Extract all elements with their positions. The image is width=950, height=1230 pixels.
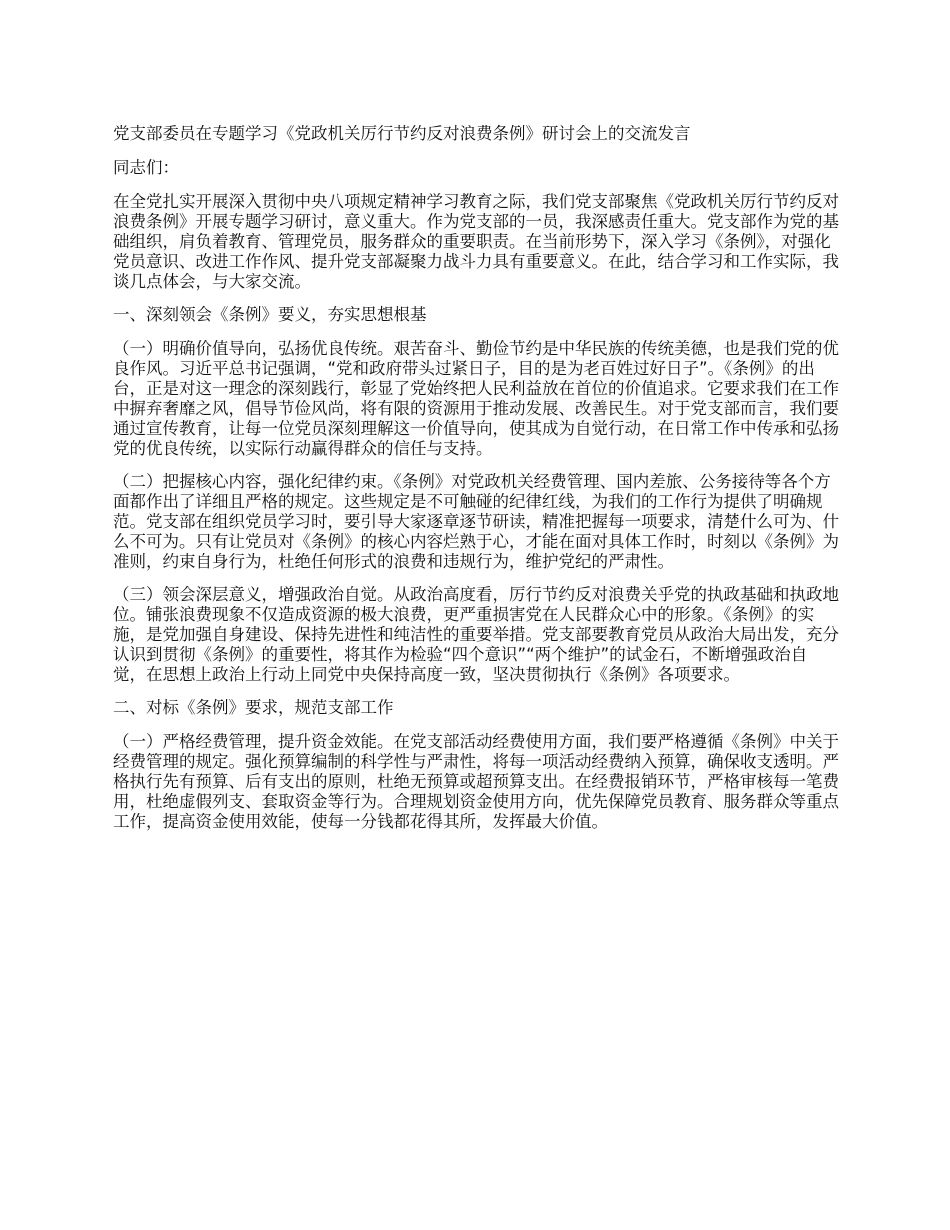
document-title: 党支部委员在专题学习《党政机关厉行节约反对浪费条例》研讨会上的交流发言 <box>113 124 691 143</box>
section-1-paragraph-3: （三）领会深层意义，增强政治自觉。从政治高度看，厉行节约反对浪费关乎党的执政基础和执政地位。铺张浪费现象不仅造成资源的极大浪费，更严重损害党在人民群众心中的形象。《条例》的实施，是党加强自身建设、保持先进性和纯洁性的重要举措。党支部要教育党员从政治大局出发，充分认识到贯彻《条例》的重要性，将其作为检验“四个意识”“两个维护”的试金石，不断增强政治自觉，在思想上政治上行动上同党中央保持高度一致，坚决贯彻执行《条例》各项要求。 <box>113 585 839 684</box>
document-body <box>113 124 839 845</box>
section-1-heading: 一、深刻领会《条例》要义，夯实思想根基 <box>113 305 427 324</box>
section-2-paragraph-1: （一）严格经费管理，提升资金效能。在党支部活动经费使用方面，我们要严格遵循《条例》中关于经费管理的规定。强化预算编制的科学性与严肃性，将每一项活动经费纳入预算，确保收支透明。严格执行先有预算、后有支出的原则，杜绝无预算或超预算支出。在经费报销环节，严格审核每一笔费用，杜绝虚假列支、套取资金等行为。合理规划资金使用方向，优先保障党员教育、服务群众等重点工作，提高资金使用效能，使每一分钱都花得其所，发挥最大价值。 <box>113 732 839 831</box>
intro-paragraph: 在全党扎实开展深入贯彻中央八项规定精神学习教育之际，我们党支部聚焦《党政机关厉行节约反对浪费条例》开展专题学习研讨，意义重大。作为党支部的一员，我深感责任重大。党支部作为党的基础组织，肩负着教育、管理党员，服务群众的重要职责。在当前形势下，深入学习《条例》，对强化党员意识、改进工作作风、提升党支部凝聚力战斗力具有重要意义。在此，结合学习和工作实际，我谈几点体会，与大家交流。 <box>113 192 839 291</box>
section-1-paragraph-2: （二）把握核心内容，强化纪律约束。《条例》对党政机关经费管理、国内差旅、公务接待等各个方面都作出了详细且严格的规定。这些规定是不可触碰的纪律红线，为我们的工作行为提供了明确规范。党支部在组织党员学习时，要引导大家逐章逐节研读，精准把握每一项要求，清楚什么可为、什么不可为。只有让党员对《条例》的核心内容烂熟于心，才能在面对具体工作时，时刻以《条例》为准则，约束自身行为，杜绝任何形式的浪费和违规行为，维护党纪的严肃性。 <box>113 472 839 571</box>
section-2-heading: 二、对标《条例》要求，规范支部工作 <box>113 698 394 717</box>
greeting: 同志们： <box>113 158 179 177</box>
section-1-paragraph-1: （一）明确价值导向，弘扬优良传统。艰苦奋斗、勤俭节约是中华民族的传统美德，也是我们党的优良作风。习近平总书记强调，“党和政府带头过紧日子，目的是为老百姓过好日子”。《条例》的出台，正是对这一理念的深刻践行，彰显了党始终把人民利益放在首位的价值追求。它要求我们在工作中摒弃奢靡之风，倡导节俭风尚，将有限的资源用于推动发展、改善民生。对于党支部而言，我们要通过宣传教育，让每一位党员深刻理解这一价值导向，使其成为自觉行动，在日常工作中传承和弘扬党的优良传统，以实际行动赢得群众的信任与支持。 <box>113 339 839 458</box>
